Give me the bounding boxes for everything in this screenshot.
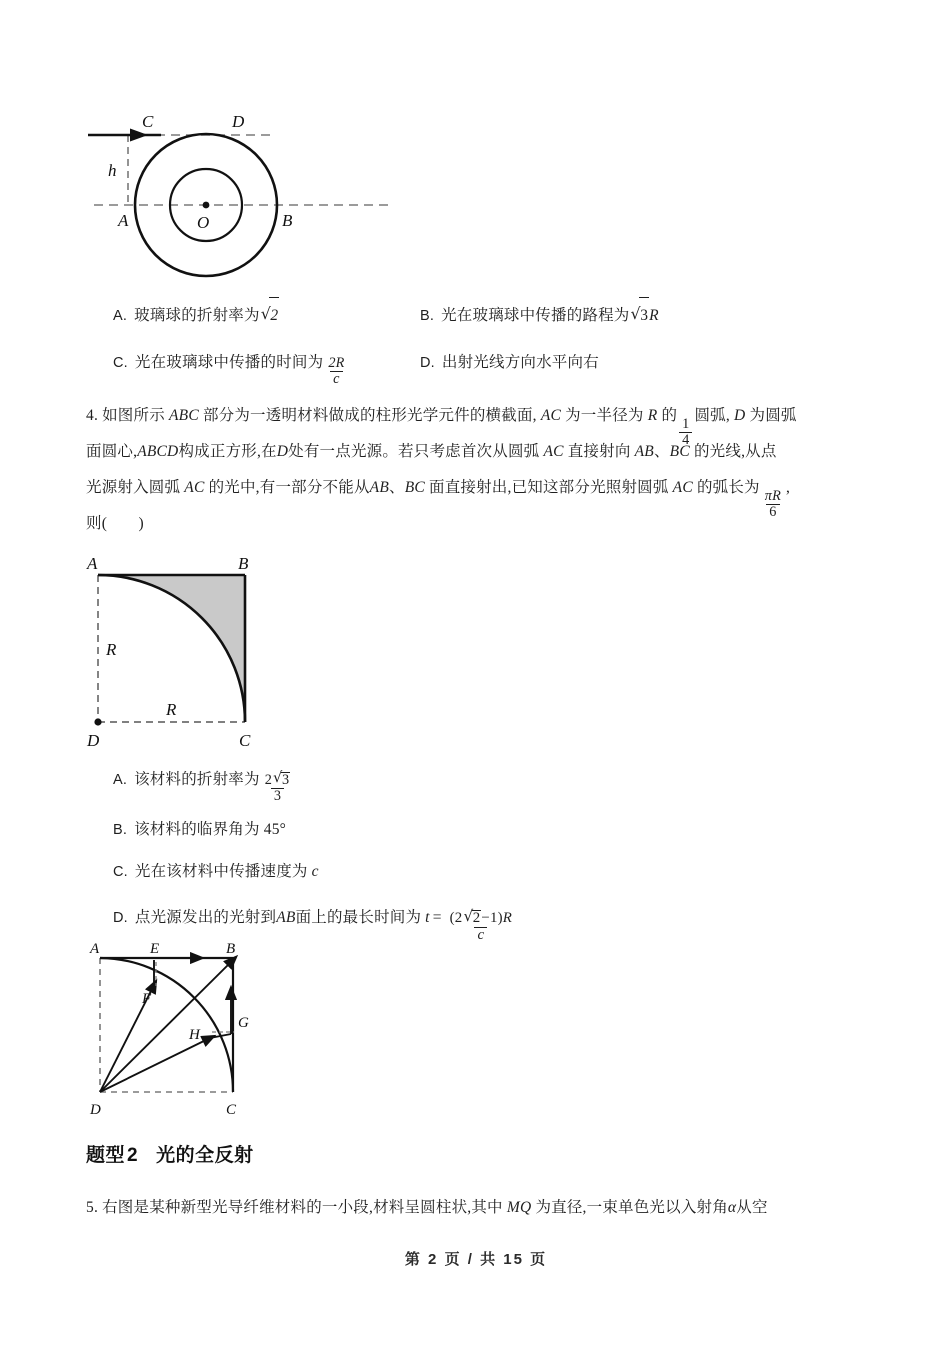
q3-option-a-text: 玻璃球的折射率为 [134, 307, 260, 324]
q4-option-b-text: 该材料的临界角为 45° [134, 821, 287, 838]
q4-option-d-numerator: (2 √ 2−1)R [447, 910, 515, 927]
q4-l1e: 为一半径为 [565, 407, 644, 424]
figure-ray-paths [78, 940, 308, 1125]
q3-option-d-label: D. [420, 355, 435, 371]
q3-option-c-label: C. [113, 355, 128, 371]
q4-l2j: BC [669, 443, 690, 460]
question-5-paragraph [86, 1190, 768, 1226]
q4-option-a-text: 该材料的折射率为 [134, 771, 260, 788]
q4-l3g: 面直接射出,已知这部分光照射圆弧 [429, 479, 669, 496]
label-c: C [142, 112, 154, 131]
q4-l2h: AB [634, 443, 654, 460]
q4-l1g: 的 [661, 407, 678, 424]
label-h: H [189, 1027, 200, 1043]
ray-d-to-h [100, 1038, 210, 1092]
q4-l3h: AC [672, 479, 693, 496]
q4-l3j: , [786, 479, 791, 496]
q4-option-d-text-before: 点光源发出的光射到 [134, 909, 277, 926]
q4-option-a-label: A. [113, 772, 128, 788]
q3-option-d-text: 出射光线方向水平向右 [441, 354, 599, 371]
q4-l3d: AB [369, 479, 389, 496]
center-point-o [203, 202, 210, 209]
q5-text-a: 右图是某种新型光导纤维材料的一小段,材料呈圆柱状,其中 [102, 1199, 503, 1216]
q3-option-c[interactable] [113, 345, 350, 387]
label-h: h [108, 161, 117, 180]
q3-option-b-suffix: R [649, 307, 659, 324]
q4-l1a: 如图所示 [102, 407, 165, 424]
q4-option-b-label: B. [113, 822, 128, 838]
label-g: G [238, 1015, 249, 1031]
q5-alpha: α [727, 1199, 737, 1216]
q4-l3a: 光源射入圆弧 [86, 479, 181, 496]
section-heading-number: 2 [127, 1145, 139, 1166]
figure-glass-sphere-svg [86, 104, 426, 284]
q4-option-c[interactable] [113, 854, 319, 890]
q4-l3c: 的光中,有一部分不能从 [208, 479, 370, 496]
q4-option-d-eq-var: t [425, 909, 430, 926]
label-d: D [87, 731, 100, 750]
q4-option-c-var: c [311, 863, 319, 880]
q4-option-d[interactable] [113, 900, 517, 943]
q4-line-1 [86, 398, 886, 448]
q3-option-c-fraction [325, 356, 347, 387]
section-heading-prefix: 题型 [86, 1145, 126, 1166]
q4-option-a-numerator: 2 √ 3 [262, 772, 294, 788]
q4-option-a-fraction [262, 772, 294, 804]
q4-l2e: 处有一点光源。若只考虑首次从圆弧 [288, 443, 540, 460]
q3-option-c-denominator: c [330, 371, 343, 387]
q4-l1c: 部分为一透明材料做成的柱形光学元件的横截面, [202, 407, 537, 424]
figure-quarter-arc-square-svg [78, 556, 308, 756]
q4-l2i: 、 [653, 443, 670, 460]
q4-fraction-pir6: $\frac{\pi R}{6}$ [764, 487, 782, 520]
q4-l1i: D [734, 407, 746, 424]
q4-l2c: 构成正方形,在 [178, 443, 277, 460]
q4-option-a-denominator: 3 [271, 788, 284, 804]
q3-option-b-label: B. [420, 308, 435, 324]
label-a: A [90, 941, 100, 957]
section-heading-title: 光的全反射 [156, 1145, 254, 1166]
label-b: B [226, 941, 236, 957]
q4-l2g: 直接射向 [567, 443, 631, 460]
section-heading-2 [86, 1140, 254, 1167]
label-d: D [232, 112, 245, 131]
q4-option-a[interactable] [113, 762, 295, 804]
label-o: O [197, 213, 210, 232]
q3-option-b-radical: √ 3 [631, 297, 650, 334]
label-b: B [282, 211, 293, 230]
q4-l1f: R [647, 407, 658, 424]
q4-l3b: AC [184, 479, 205, 496]
q5-text-c: 从空 [736, 1199, 768, 1216]
label-f: F [142, 991, 152, 1007]
q4-l1h: 圆弧, [694, 407, 730, 424]
label-b: B [238, 556, 249, 573]
q4-option-d-ab: AB [276, 909, 296, 926]
q4-l2d: D [276, 443, 289, 460]
page-footer-text: 第 2 页 / 共 15 页 [404, 1251, 548, 1268]
q4-line-2 [86, 434, 886, 470]
q4-l4: 则( ) [86, 515, 144, 532]
q4-l1b: ABC [169, 407, 199, 424]
q4-l3e: 、 [389, 479, 405, 496]
q4-option-d-equals: = [432, 909, 442, 926]
q4-l3f: BC [404, 479, 425, 496]
point-source-d [94, 718, 101, 725]
q4-option-c-label: C. [113, 864, 128, 880]
q4-option-d-label: D. [113, 910, 128, 926]
q3-option-d[interactable] [420, 345, 599, 381]
label-e: E [150, 941, 160, 957]
question-4-paragraph [86, 398, 886, 542]
label-a: A [87, 556, 98, 573]
q5-number: 5. [86, 1199, 99, 1216]
q3-option-b-text: 光在玻璃球中传播的路程为 [441, 307, 630, 324]
label-c: C [226, 1102, 237, 1118]
label-d: D [90, 1102, 101, 1118]
q4-l3i: 的弧长为 [696, 479, 760, 496]
q3-option-a-radical: √ 2 [261, 297, 280, 334]
q4-option-d-text-after: 面上的最长时间为 [295, 909, 422, 926]
q4-l1d: AC [540, 407, 562, 424]
q3-option-a-label: A. [113, 308, 128, 324]
q4-fraction-quarter: $\frac{1}{4}$ [679, 417, 692, 448]
q3-option-a[interactable] [113, 297, 279, 334]
figure-ray-paths-svg [78, 940, 308, 1125]
q4-l1j: 为圆弧 [749, 407, 797, 424]
q3-option-c-numerator: 2R [328, 355, 345, 371]
figure-glass-sphere [86, 104, 426, 284]
q3-option-b[interactable] [420, 297, 659, 334]
q5-mq: MQ [506, 1199, 532, 1216]
figure-quarter-arc-square [78, 556, 308, 756]
q4-option-d-fraction [447, 910, 515, 943]
q3-option-c-text: 光在玻璃球中传播的时间为 [134, 354, 324, 371]
label-a: A [118, 211, 129, 230]
ray-d-to-b [100, 960, 233, 1092]
q4-l2f: AC [543, 443, 564, 460]
page-footer [0, 1248, 952, 1269]
q5-text-b: 为直径,一束单色光以入射角 [535, 1199, 728, 1216]
label-c: C [239, 731, 251, 750]
q4-l2k: 的光线,从点 [693, 443, 777, 460]
q4-l2b: ABCD [137, 443, 179, 460]
label-r-vertical: R [106, 640, 117, 659]
label-r-horizontal: R [166, 700, 177, 719]
q4-number: 4. [86, 407, 99, 424]
q4-option-b[interactable] [113, 812, 286, 848]
q4-option-d-denominator: c [474, 927, 487, 944]
q4-l2a: 面圆心, [86, 443, 138, 460]
q4-line-3 [86, 470, 886, 520]
q4-option-c-text: 光在该材料中传播速度为 [134, 863, 308, 880]
